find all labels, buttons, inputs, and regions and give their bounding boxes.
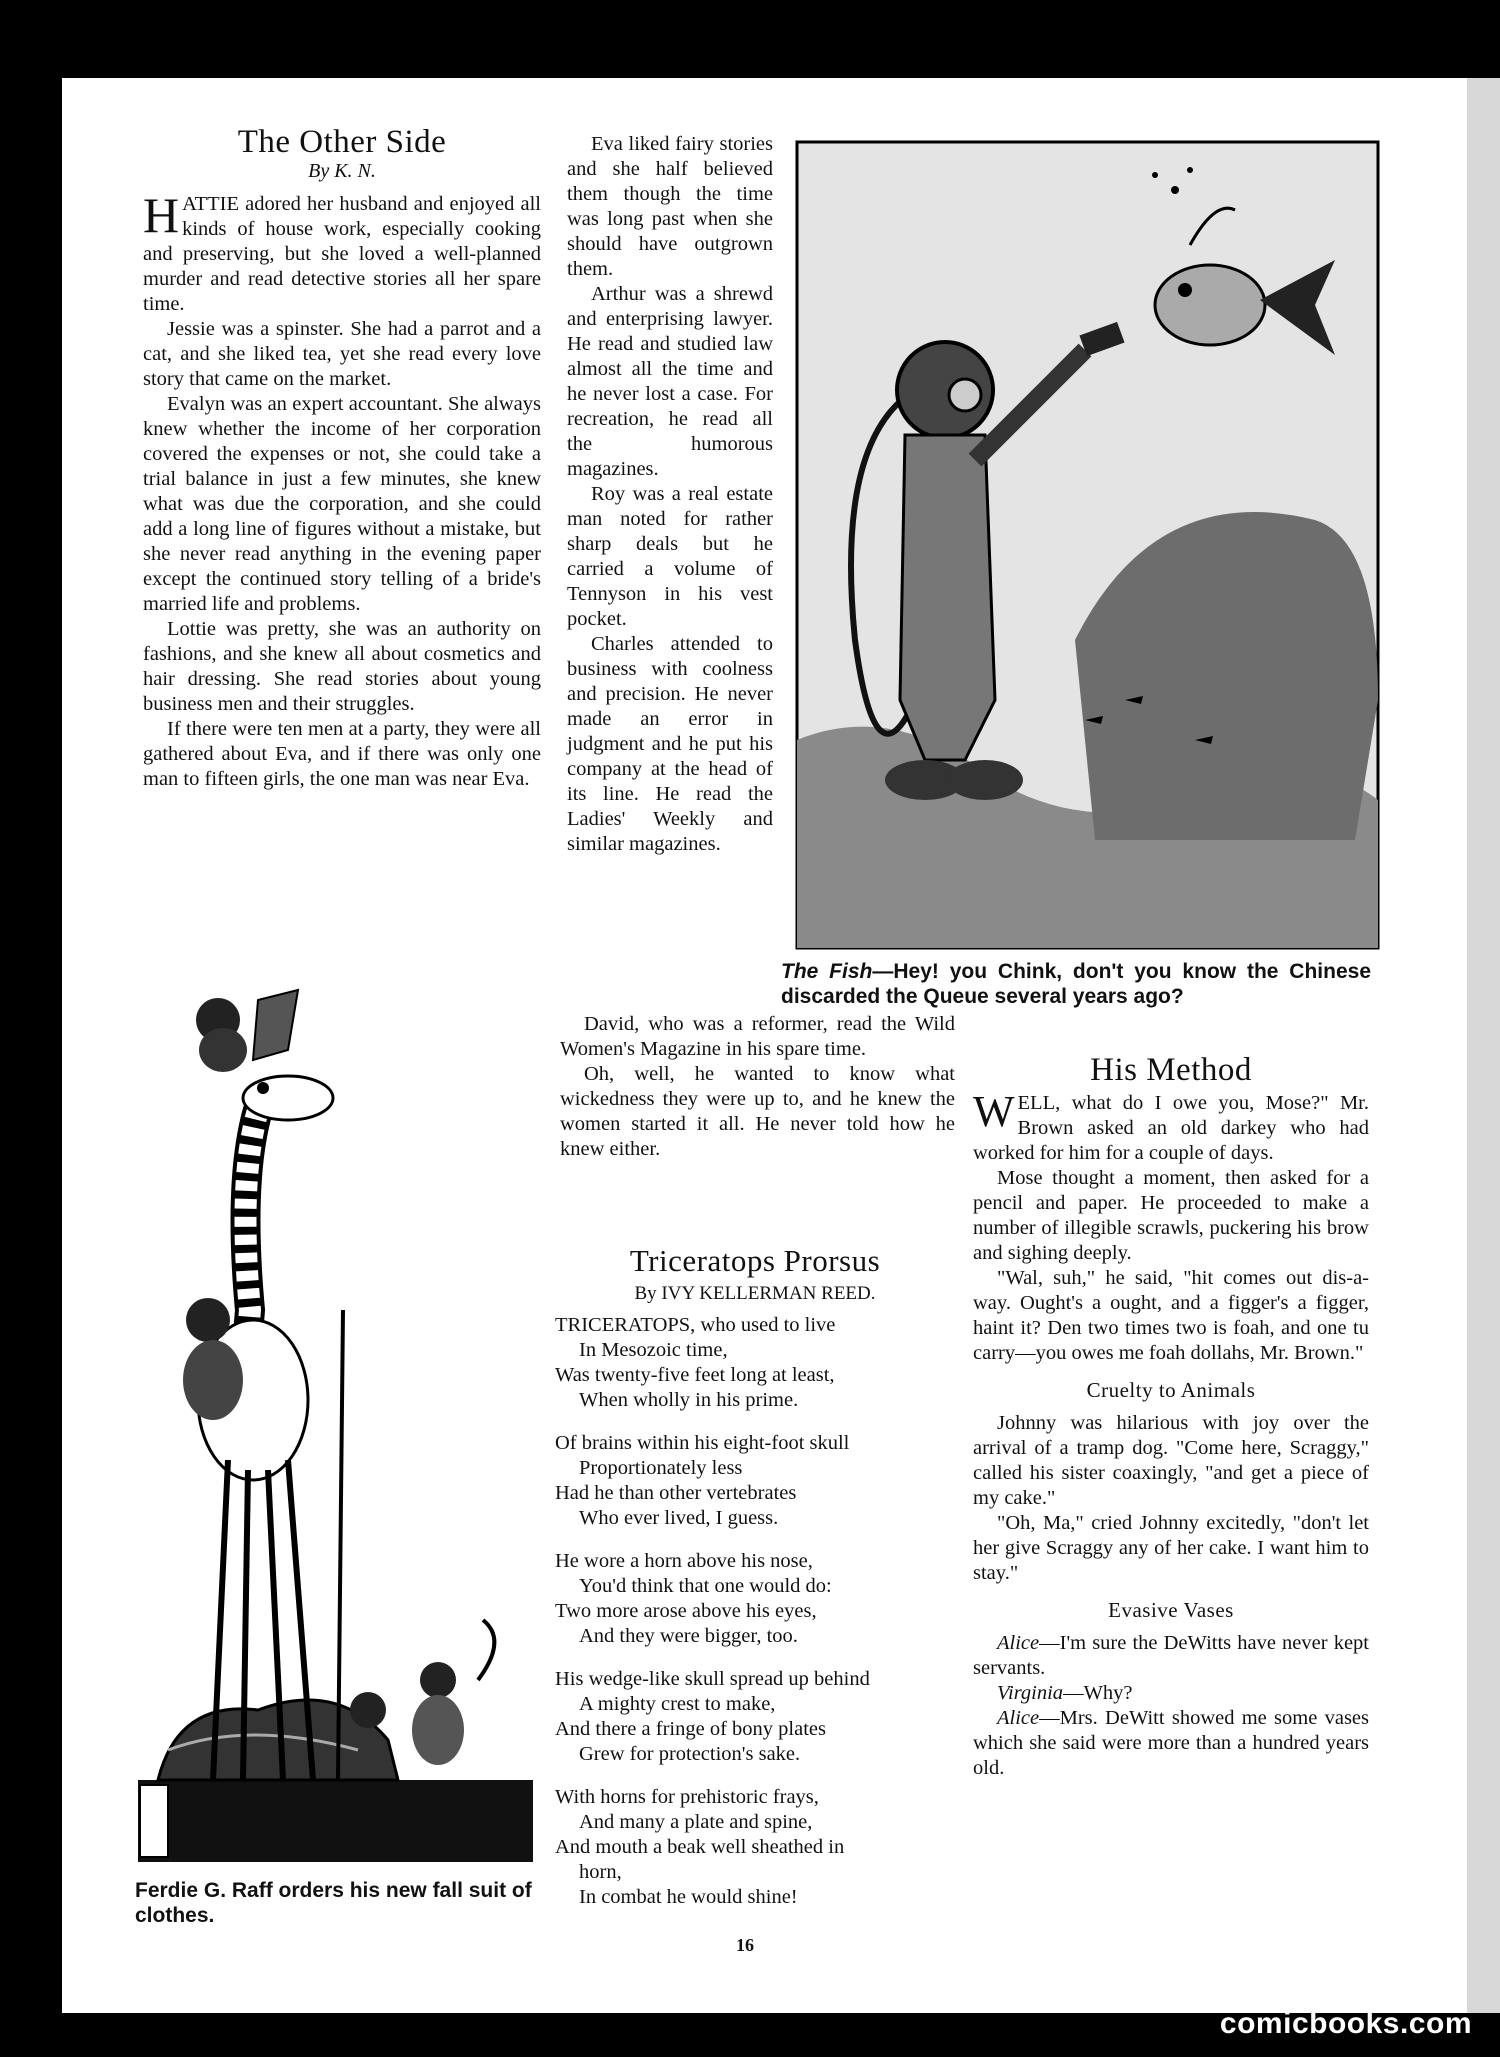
- speaker: Virginia: [997, 1682, 1064, 1704]
- poem-line: And mouth a beak well sheathed in: [555, 1836, 845, 1858]
- fish-caption: [781, 959, 1371, 1009]
- dialogue-line: [973, 1706, 1369, 1781]
- speaker: Alice: [997, 1632, 1040, 1654]
- paragraph: David, who was a reformer, read the Wild Women's Magazine in his spare time.: [560, 1013, 955, 1060]
- line-text: —I'm sure the DeWitts have never kept servants.: [973, 1632, 1369, 1679]
- dialogue-line: [973, 1681, 1369, 1706]
- byline: By K. N.: [308, 160, 376, 182]
- poem-line: And there a fringe of bony plates: [555, 1718, 826, 1740]
- fish-caption-title: The Fish: [781, 960, 873, 983]
- paragraph: Oh, well, he wanted to know what wickedness they were up to, and he knew the women started it all. He never told how he knew either.: [560, 1063, 955, 1160]
- paragraph: "Wal, suh," he said, "hit comes out dis-a-way. Ought's a ought, and a figger's a figger, haint it? Den two times two is foah, and one tu carry—you owes me foah dollahs, Mr. Brown.": [973, 1267, 1369, 1364]
- paragraph: Jessie was a spinster. She had a parrot and a cat, and she liked tea, yet she read every love story that came on the market.: [143, 318, 541, 390]
- poem-title: Triceratops Prorsus: [629, 1243, 881, 1278]
- watermark: comicbooks.com: [1219, 2007, 1472, 2040]
- page-number: 16: [736, 1935, 754, 1955]
- paragraph: Arthur was a shrewd and enterprising lawyer. He read and studied law almost all the time and he never lost a case. For recreation, he read all the humorous magazines.: [567, 283, 773, 480]
- poem-line: Proportionately less: [579, 1457, 743, 1479]
- stanza: [555, 1785, 955, 1910]
- giraffe-illustration: [138, 980, 533, 1862]
- paragraph: Mose thought a moment, then asked for a pencil and paper. He proceeded to make a number of illegible scrawls, puckering his brow and sighing deeply.: [973, 1167, 1369, 1264]
- paragraph: Evalyn was an expert accountant. She always knew whether the income of her corporation covered the expenses or not, she could take a trial balance in just a few minutes, she knew what was due the corporation, and she could add a long line of figures without a mistake, but she never read anything in the evening paper except the continued story telling of a bride's married life and problems.: [143, 393, 541, 615]
- drop-cap: H: [143, 187, 180, 243]
- story-other-side-end: [560, 1012, 955, 1162]
- story-other-side-continued: [567, 132, 773, 857]
- poem-body: [555, 1313, 955, 1910]
- fish-cartoon: [795, 140, 1380, 950]
- story-title: His Method: [1090, 1052, 1252, 1088]
- stanza: [555, 1431, 955, 1531]
- diver-fish-illustration: [795, 140, 1380, 950]
- giraffe-caption: Ferdie G. Raff orders his new fall suit of clothes.: [135, 1879, 532, 1927]
- paragraph: Roy was a real estate man noted for rather sharp deals but he carried a volume of Tennyson in his vest pocket.: [567, 483, 773, 630]
- poem-line: With horns for prehistoric frays,: [555, 1786, 819, 1808]
- line-text: —Mrs. DeWitt showed me some vases which she said were more than a hundred years old.: [973, 1707, 1369, 1779]
- story-title: The Other Side: [237, 124, 447, 160]
- poem-line: And many a plate and spine,: [579, 1811, 813, 1833]
- stanza: [555, 1549, 955, 1649]
- poem-line: In combat he would shine!: [579, 1886, 798, 1908]
- line-text: —Why?: [1063, 1682, 1133, 1704]
- poem-line: Had he than other vertebrates: [555, 1482, 797, 1504]
- poem-triceratops: [555, 1243, 955, 1928]
- poem-line: Grew for protection's sake.: [579, 1743, 801, 1765]
- poem-line: When wholly in his prime.: [579, 1389, 799, 1411]
- paragraph: Johnny was hilarious with joy over the arrival of a tramp dog. "Come here, Scraggy," called his sister coaxingly, "and get a piece of my cake.": [973, 1412, 1369, 1509]
- poem-line: You'd think that one would do:: [579, 1575, 832, 1597]
- poem-line: horn,: [579, 1861, 622, 1883]
- facing-page-edge: [1467, 78, 1500, 2013]
- speaker: Alice: [997, 1707, 1040, 1729]
- fish-caption-text: —Hey! you Chink, don't you know the Chinese discarded the Queue several years ago?: [781, 960, 1371, 1008]
- paragraph: "Oh, Ma," cried Johnny excitedly, "don't let her give Scraggy any of her cake. I want him to stay.": [973, 1512, 1369, 1584]
- poem-line: Who ever lived, I guess.: [579, 1507, 779, 1529]
- poem-line: And they were bigger, too.: [579, 1625, 798, 1647]
- paragraph: Charles attended to business with coolness and precision. He never made an error in judgment and he put his company at the head of its line. He read the Ladies' Weekly and similar magazines.: [567, 633, 773, 855]
- paragraph: ELL, what do I owe you, Mose?" Mr. Brown asked an old darkey who had worked for him for a couple of days.: [973, 1092, 1369, 1164]
- paragraph: Lottie was pretty, she was an authority on fashions, and she knew all about cosmetics and hair dressing. She read stories about young business men and their struggles.: [143, 618, 541, 715]
- stanza: [555, 1313, 955, 1413]
- drop-cap: W: [973, 1087, 1015, 1136]
- poem-line: Two more arose above his eyes,: [555, 1600, 817, 1622]
- story-his-method: [973, 1052, 1369, 1781]
- poem-line: In Mesozoic time,: [579, 1339, 728, 1361]
- dialogue-line: [973, 1631, 1369, 1681]
- byline: By IVY KELLERMAN REED.: [634, 1283, 876, 1304]
- poem-line: He wore a horn above his nose,: [555, 1550, 813, 1572]
- poem-line: TRICERATOPS, who used to live: [555, 1314, 836, 1336]
- section-heading: Evasive Vases: [1108, 1598, 1234, 1622]
- poem-line: Was twenty-five feet long at least,: [555, 1364, 835, 1386]
- paragraph: Eva liked fairy stories and she half believed them though the time was long past when she should have outgrown them.: [567, 133, 773, 280]
- section-heading: Cruelty to Animals: [1086, 1378, 1256, 1402]
- story-other-side: [143, 124, 541, 792]
- paragraph: ATTIE adored her husband and enjoyed all kinds of house work, especially cooking and preserving, but she loved a well-planned murder and read detective stories all her spare time.: [143, 193, 541, 315]
- poem-line: His wedge-like skull spread up behind: [555, 1668, 870, 1690]
- paragraph: If there were ten men at a party, they were all gathered about Eva, and if there was only one man to fifteen girls, the one man was near Eva.: [143, 718, 541, 790]
- poem-line: Of brains within his eight-foot skull: [555, 1432, 850, 1454]
- stanza: [555, 1667, 955, 1767]
- poem-line: A mighty crest to make,: [579, 1693, 776, 1715]
- giraffe-cartoon: [138, 980, 533, 1862]
